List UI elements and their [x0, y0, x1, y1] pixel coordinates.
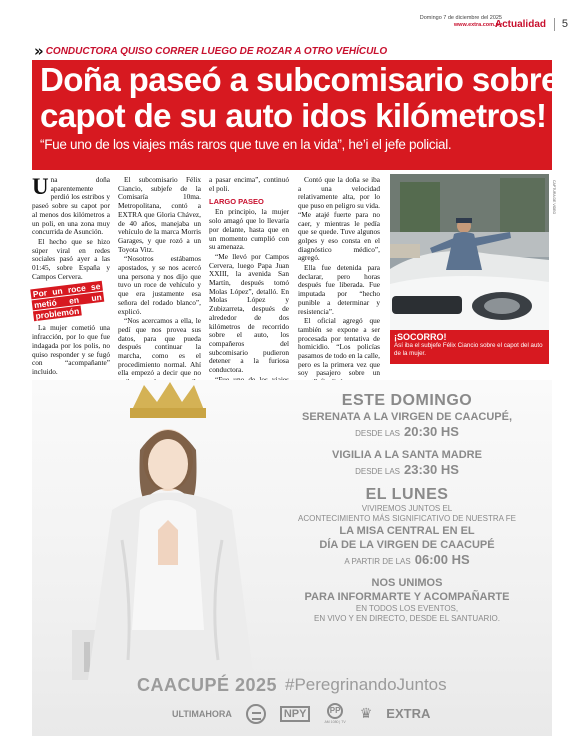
paragraph: Ella fue detenida para declarar, pero horas después fue liberada. Fue imputada por “hecho punible a determinar y resistencia”. — [298, 263, 380, 316]
paragraph: “Me llevó por Campos Cervera, luego Papa Juan XXIII, la avenida San Martín, después tomó Molas López”, detalló. En Molas López y Zubizarreta, después de alrededor de dos kilómetros de recorrido sobre el auto, los compañeros del subcomisario pudieron detener a la furiosa conductora. — [209, 251, 289, 375]
news-photo — [390, 174, 549, 330]
ad-line: ACONTECIMIENTO MÁS SIGNIFICATIVO DE NUESTRA FE — [298, 514, 516, 523]
article-column-3 — [209, 176, 289, 403]
ad-heading: ESTE DOMINGO — [341, 392, 473, 409]
ad-line: EN TODOS LOS EVENTOS, — [355, 604, 459, 613]
page-header — [0, 0, 580, 40]
photo-caption — [390, 330, 549, 364]
headline-box — [32, 60, 559, 170]
ad-footer-title: CAACUPÉ 2025 — [137, 675, 278, 695]
ad-time-row: DESDE LAS 23:30 HS — [355, 462, 459, 477]
paragraph: a pasar encima”, continuó el poli. — [209, 175, 289, 193]
paragraph: Una doña aparentemente perdió los estribos y paseó sobre su capot por al menos dos kilómetros a un poli, en una zona muy concurrida de Asunción. — [32, 174, 110, 237]
ad-time-row: DESDE LAS 20:30 HS — [355, 424, 459, 439]
kicker-text: CONDUCTORA QUISO CORRER LUEGO DE ROZAR A OTRO VEHÍCULO — [45, 45, 388, 57]
page-number: 5 — [561, 18, 568, 30]
header-date-block — [420, 15, 502, 29]
paragraph: “Nos acercamos a ella, le pedí que nos provea sus datos, para que pueda después continuar la marcha, como es el procedimiento normal. Ahí ella empezó a decir que no — [118, 316, 201, 378]
ad-line: VIVIREMOS JUNTOS EL — [361, 504, 453, 513]
paragraph: La mujer cometió una infracción, por lo que fue indagada por los polis, no quiso responder y se fugó con “acompañante” incluido. — [32, 323, 110, 376]
headline-line-1: Doña paseó a subcomisario sobre — [40, 61, 559, 98]
ultimahora-logo: ULTIMAHORA — [172, 708, 232, 719]
sponsor-logos — [172, 703, 430, 724]
caption-text: Así iba el subjefe Félix Ciancio sobre el capot del auto de la mujer. — [394, 342, 543, 357]
ad-heading: EL LUNES — [365, 486, 449, 503]
radio-pp-logo: PP AM 1080 | TV — [324, 703, 345, 724]
paragraph: El hecho que se hizo súper viral en redes sociales pasó ayer a las 01:45, sobre España y Campos Cervera. — [32, 236, 110, 281]
ad-line: PARA INFORMARTE Y ACOMPAÑARTE — [304, 591, 510, 603]
ad-line: EN VIVO Y EN DIRECTO, DESDE EL SANTUARIO. — [314, 614, 500, 623]
header-url[interactable]: www.extra.com.py — [453, 22, 502, 28]
ad-line: SERENATA A LA VIRGEN DE CAACUPÉ, — [301, 411, 513, 423]
article-column-1 — [32, 176, 110, 378]
crown-logo-icon: ♛ — [359, 705, 373, 722]
double-chevron-icon: » — [34, 42, 40, 60]
kicker — [34, 44, 387, 58]
ad-time: 20:30 HS — [403, 424, 459, 439]
npy-logo: NPY — [280, 706, 311, 722]
header-divider — [554, 18, 555, 31]
ad-time: 23:30 HS — [403, 462, 459, 477]
header-date: Domingo 7 de diciembre del 2025 — [419, 15, 502, 21]
ad-text-block — [272, 392, 542, 624]
ad-hashtag: #PeregrinandoJuntos — [285, 675, 447, 694]
pull-quote: Por un roce se metió en un problemón — [32, 281, 103, 322]
section-subtitle: LARGO PASEO — [209, 197, 264, 207]
article-column-4 — [298, 176, 380, 388]
ad-time-row: A PARTIR DE LAS 06:00 HS — [344, 552, 470, 567]
advertisement[interactable] — [32, 380, 552, 736]
ad-line: DÍA DE LA VIRGEN DE CAACUPÉ — [319, 539, 495, 551]
ad-line: LA MISA CENTRAL EN EL — [339, 525, 475, 537]
paragraph: El subcomisario Félix Ciancio, subjefe de la Comisaría 10ma. Metropolitana, contó a EXTRA que Gloria Chávez, de 40 años, manejaba un vehículo de la marca Morris Garages, y que rozó a un Toyota Vitz. — [118, 175, 201, 254]
paragraph: Contó que la doña se iba a una velocidad relativamente alta, por lo que puso en peligro su vida. “Me atajé fuerte para no caer, y mientras le pedía que se quede. Tuve algunos golpes y eso consta en el diagnóstico médico”, agregó. — [298, 175, 380, 263]
paragraph: En principio, la mujer solo amagó que lo llevaría por delante, hasta que en un momento cumplió con su amenaza. — [209, 207, 289, 252]
paragraph: El oficial agregó que también se expone a ser procesada por tentativa de homicidio. “Los policías pasamos de todo en la calle, pero es la primera vez que soy pasajero sobre un — [298, 316, 380, 378]
extra-logo: EXTRA — [386, 706, 431, 721]
headline-line-2: capot de su auto idos kilómetros! — [40, 97, 547, 134]
caption-title: ¡SOCORRO! — [394, 332, 447, 342]
drop-cap: U — [32, 174, 49, 199]
article-column-2 — [118, 176, 201, 388]
ad-time: 06:00 HS — [414, 552, 470, 567]
photo-illustration — [390, 174, 549, 330]
subhead: “Fue uno de los viajes más raros que tuve en la vida”, he’i el jefe policial. — [40, 137, 452, 152]
radio-logo-icon — [246, 704, 266, 724]
ad-line: VIGILIA A LA SANTA MADRE — [332, 449, 482, 461]
section-name: Actualidad — [494, 19, 546, 30]
photo-credit: CAPTURA DE VIDEO — [552, 180, 556, 215]
ad-line: NOS UNIMOS — [371, 577, 443, 589]
paragraph: “Nosotros estábamos apostados, y se nos acercó una persona y nos dijo que tuvo un roce de vehículo y que era justamente esa señora del rodado blanco”, explicó. — [118, 254, 201, 316]
